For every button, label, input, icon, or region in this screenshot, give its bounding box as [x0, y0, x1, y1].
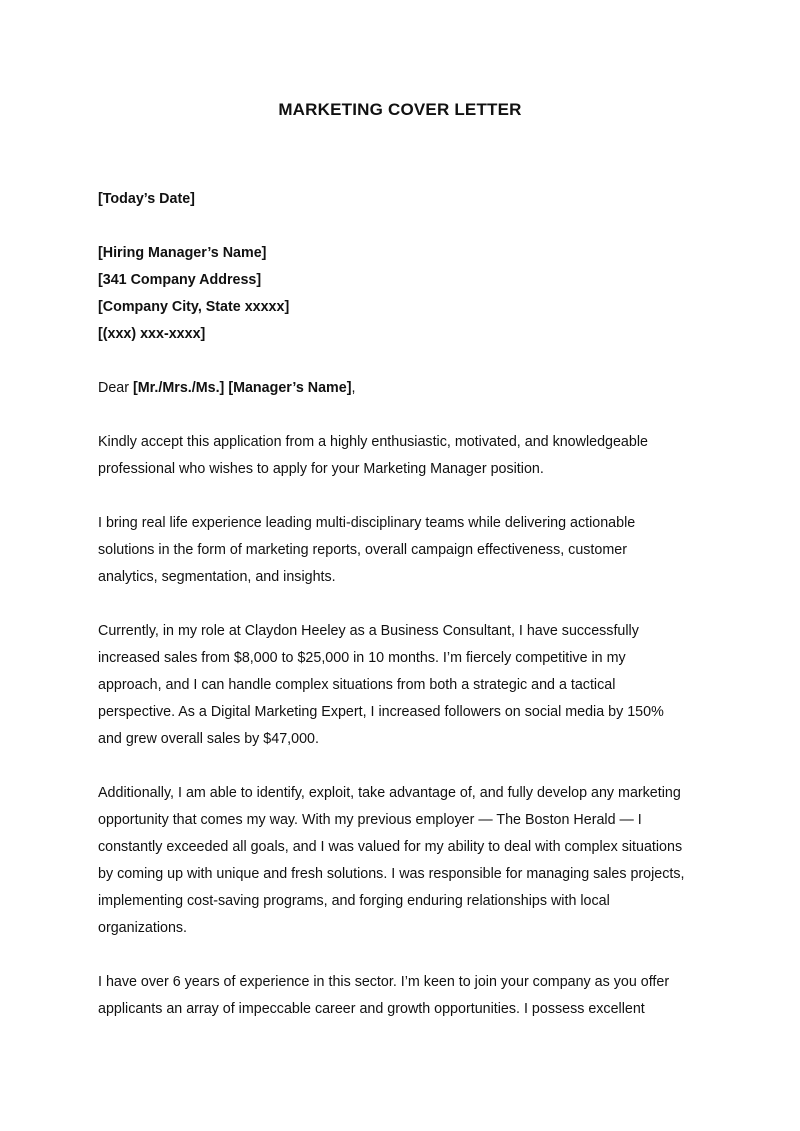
paragraph-line: by coming up with unique and fresh solutions. I was responsible for managing sales projects,: [98, 866, 685, 882]
paragraph-line: solutions in the form of marketing reports, overall campaign effectiveness, customer: [98, 542, 627, 558]
paragraph-line: I have over 6 years of experience in this sector. I’m keen to join your company as you offer: [98, 974, 670, 990]
recipient-address: [341 Company Address]: [98, 272, 262, 288]
paragraph-line: Kindly accept this application from a highly enthusiastic, motivated, and knowledgeable: [98, 434, 648, 450]
date-block: [98, 186, 710, 213]
recipient-block: [98, 240, 710, 348]
paragraph-line: implementing cost-saving programs, and forging enduring relationships with local: [98, 893, 610, 909]
recipient-phone: [(xxx) xxx-xxxx]: [98, 326, 206, 342]
salutation: [98, 375, 710, 402]
paragraph-4: [98, 780, 710, 942]
date-placeholder: [Today’s Date]: [98, 191, 195, 207]
document-title: MARKETING COVER LETTER: [278, 100, 522, 119]
letter-body: [98, 186, 710, 1050]
salutation-line: [98, 375, 710, 402]
paragraph-line: and grew overall sales by $47,000.: [98, 731, 319, 747]
paragraph-line: I bring real life experience leading multi-disciplinary teams while delivering actionable: [98, 515, 636, 531]
paragraph-line: perspective. As a Digital Marketing Expert, I increased followers on social media by 150%: [98, 704, 664, 720]
paragraph-line: professional who wishes to apply for your Marketing Manager position.: [98, 461, 544, 477]
salutation-suffix: ,: [351, 380, 356, 396]
paragraph-1: [98, 429, 710, 483]
recipient-name: [Hiring Manager’s Name]: [98, 245, 267, 261]
paragraph-line: Currently, in my role at Claydon Heeley as a Business Consultant, I have successfully: [98, 623, 639, 639]
paragraph-2: [98, 510, 710, 591]
paragraph-line: increased sales from $8,000 to $25,000 in 10 months. I’m fiercely competitive in my: [98, 650, 626, 666]
paragraph-line: constantly exceeded all goals, and I was valued for my ability to deal with complex situations: [98, 839, 683, 855]
paragraph-line: analytics, segmentation, and insights.: [98, 569, 336, 585]
paragraph-line: opportunity that comes my way. With my previous employer — The Boston Herald — I: [98, 812, 642, 828]
paragraph-line: organizations.: [98, 920, 188, 936]
paragraph-line: approach, and I can handle complex situations from both a strategic and a tactical: [98, 677, 616, 693]
paragraph-line: applicants an array of impeccable career and growth opportunities. I possess excellent: [98, 1001, 645, 1017]
paragraph-line: Additionally, I am able to identify, exploit, take advantage of, and fully develop any marketing: [98, 785, 681, 801]
salutation-title: [Mr./Mrs./Ms.]: [132, 380, 225, 396]
paragraph-5: [98, 969, 710, 1023]
salutation-name: [Manager’s Name]: [228, 380, 352, 396]
salutation-prefix: Dear: [98, 380, 133, 396]
recipient-city-state: [Company City, State xxxxx]: [98, 299, 290, 315]
paragraph-3: [98, 618, 710, 753]
